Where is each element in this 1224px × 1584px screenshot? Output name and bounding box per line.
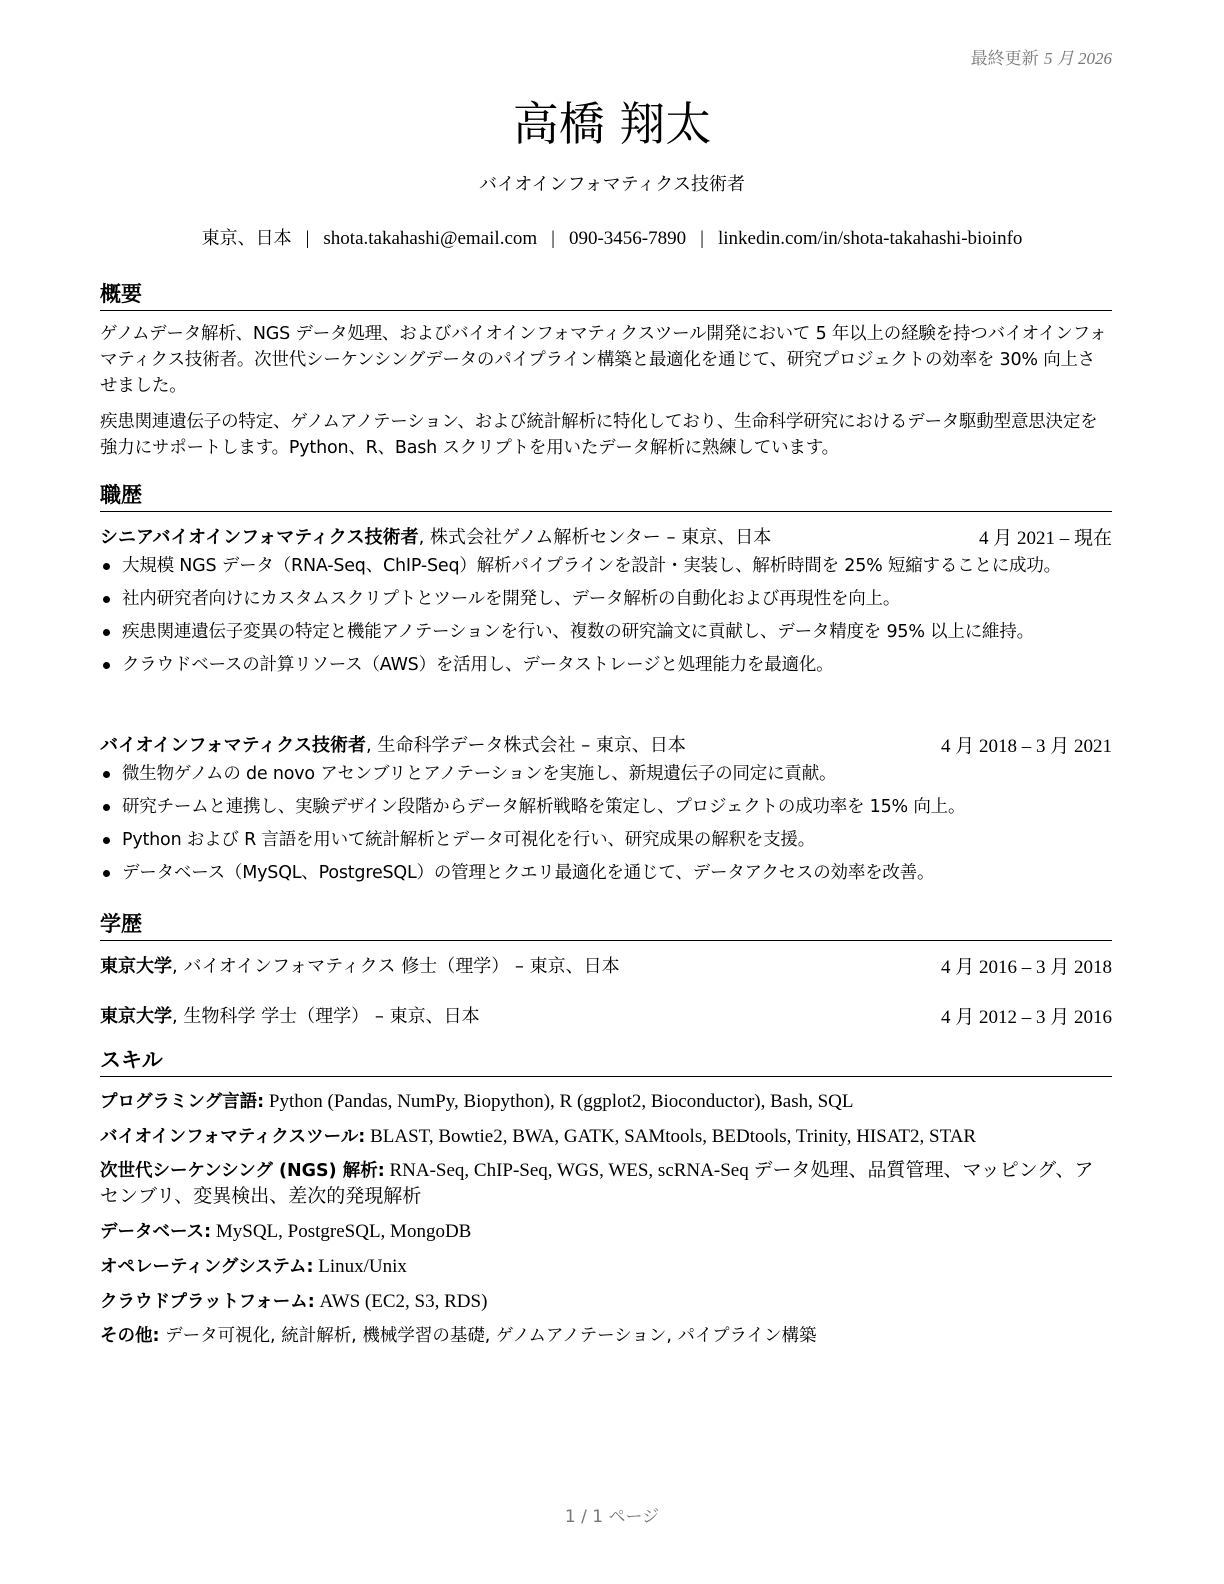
job-bullets [100, 553, 1112, 678]
section-heading-summary: 概要 [100, 278, 1112, 311]
job-bullet: データベース（MySQL、PostgreSQL）の管理とクエリ最適化を通じて、データアクセスの効率を改善。 [100, 860, 1112, 886]
job-org: , 株式会社ゲノム解析センター – 東京、日本 [418, 527, 772, 548]
contact-linkedin[interactable]: linkedin.com/in/shota-takahashi-bioinfo [717, 228, 1023, 249]
education-school: 東京大学 [100, 1006, 172, 1027]
skill-label: 次世代シーケンシング (NGS) 解析: [100, 1161, 385, 1181]
job-bullet: Python および R 言語を用いて統計解析とデータ可視化を行い、研究成果の解釈を支援。 [100, 827, 1112, 853]
job-bullets [100, 761, 1112, 886]
summary-paragraph: 疾患関連遺伝子の特定、ゲノムアノテーション、および統計解析に特化しており、生命科学研究におけるデータ駆動型意思決定を強力にサポートします。Python、R、Bash スクリプトを用いたデータ解析に熟練しています。 [100, 412, 1098, 458]
job-bullet: 疾患関連遺伝子変異の特定と機能アノテーションを行い、複数の研究論文に貢献し、データ精度を 95% 以上に維持。 [100, 619, 1112, 645]
job-bullet: 研究チームと連携し、実験デザイン段階からデータ解析戦略を策定し、プロジェクトの成功率を 15% 向上。 [100, 794, 1112, 820]
skill-row [100, 1289, 1112, 1315]
job-role: シニアバイオインフォマティクス技術者 [100, 527, 419, 548]
skill-row [100, 1158, 1112, 1210]
contact-email[interactable]: shota.takahashi@email.com [323, 228, 538, 249]
last-updated-date: 5 月 2026 [1044, 49, 1112, 68]
summary-paragraph: ゲノムデータ解析、NGS データ処理、およびバイオインフォマティクスツール開発において 5 年以上の経験を持つバイオインフォマティクス技術者。次世代シーケンシングデータのパイプライン構築と最適化を通じて、研究プロジェクトの効率を 30% 向上させました。 [100, 324, 1107, 396]
education-dates: 4 月 2012 – 3 月 2016 [940, 1007, 1112, 1028]
skill-value: RNA-Seq, ChIP-Seq, WGS, WES, scRNA-Seq データ処理、品質管理、マッピング、アセンブリ、変異検出、差次的発現解析 [100, 1160, 1094, 1207]
job-role: バイオインフォマティクス技術者 [100, 735, 367, 756]
skill-row [100, 1124, 1112, 1150]
skill-label: バイオインフォマティクスツール: [100, 1127, 366, 1147]
contact-location: 東京、日本 [201, 228, 292, 249]
last-updated-prefix: 最終更新 [970, 49, 1039, 69]
last-updated [971, 44, 1112, 69]
skill-value: Linux/Unix [313, 1256, 407, 1277]
education-school: 東京大学 [100, 956, 172, 977]
education-detail: , 生物科学 学士（理学） – 東京、日本 [172, 1006, 480, 1027]
education-entry [100, 952, 1112, 979]
education-dates: 4 月 2016 – 3 月 2018 [940, 957, 1112, 978]
skill-row [100, 1323, 1112, 1349]
skill-value: BLAST, Bowtie2, BWA, GATK, SAMtools, BEDtools, Trinity, HISAT2, STAR [365, 1126, 977, 1147]
contact-line [0, 224, 1224, 250]
skill-label: オペレーティングシステム: [100, 1257, 314, 1277]
skill-value: MySQL, PostgreSQL, MongoDB [211, 1221, 472, 1242]
education-entry [100, 1002, 1112, 1029]
skill-label: その他: [100, 1326, 160, 1346]
job-bullet: 大規模 NGS データ（RNA-Seq、ChIP-Seq）解析パイプラインを設計・実装し、解析時間を 25% 短縮することに成功。 [100, 553, 1112, 579]
contact-separator: | [700, 228, 704, 249]
candidate-name: 高橋 翔太 [512, 97, 712, 151]
job-bullet: 微生物ゲノムの de novo アセンブリとアノテーションを実施し、新規遺伝子の同定に貢献。 [100, 761, 1112, 787]
job-header [100, 731, 1112, 758]
contact-separator: | [305, 228, 310, 249]
job-bullet: 社内研究者向けにカスタムスクリプトとツールを開発し、データ解析の自動化および再現性を向上。 [100, 586, 1112, 612]
job-header [100, 523, 1112, 550]
skill-row [100, 1219, 1112, 1245]
skill-row [100, 1089, 1112, 1115]
job-bullet: クラウドベースの計算リソース（AWS）を活用し、データストレージと処理能力を最適化。 [100, 652, 1112, 678]
contact-separator: | [551, 228, 555, 249]
job-org: , 生命科学データ株式会社 – 東京、日本 [366, 735, 686, 756]
skill-value: Python (Pandas, NumPy, Biopython), R (ggplot2, Bioconductor), Bash, SQL [264, 1091, 854, 1112]
section-heading-education: 学歴 [100, 908, 1112, 941]
job-dates: 4 月 2021 – 現在 [978, 528, 1112, 549]
skill-value: AWS (EC2, S3, RDS) [314, 1291, 488, 1312]
section-heading-skills: スキル [100, 1044, 1112, 1077]
education-detail: , バイオインフォマティクス 修士（理学） – 東京、日本 [172, 956, 620, 977]
page-number: 1 / 1 ページ [564, 1507, 660, 1527]
section-heading-experience: 職歴 [100, 479, 1112, 512]
skill-row [100, 1254, 1112, 1280]
skill-value: データ可視化, 統計解析, 機械学習の基礎, ゲノムアノテーション, パイプライン構築 [159, 1326, 817, 1346]
job-title: バイオインフォマティクス技術者 [478, 174, 746, 195]
contact-phone: 090-3456-7890 [568, 228, 687, 249]
job-dates: 4 月 2018 – 3 月 2021 [940, 736, 1112, 757]
skill-label: プログラミング言語: [100, 1092, 265, 1112]
skill-label: データベース: [100, 1222, 212, 1242]
skill-label: クラウドプラットフォーム: [100, 1292, 315, 1312]
